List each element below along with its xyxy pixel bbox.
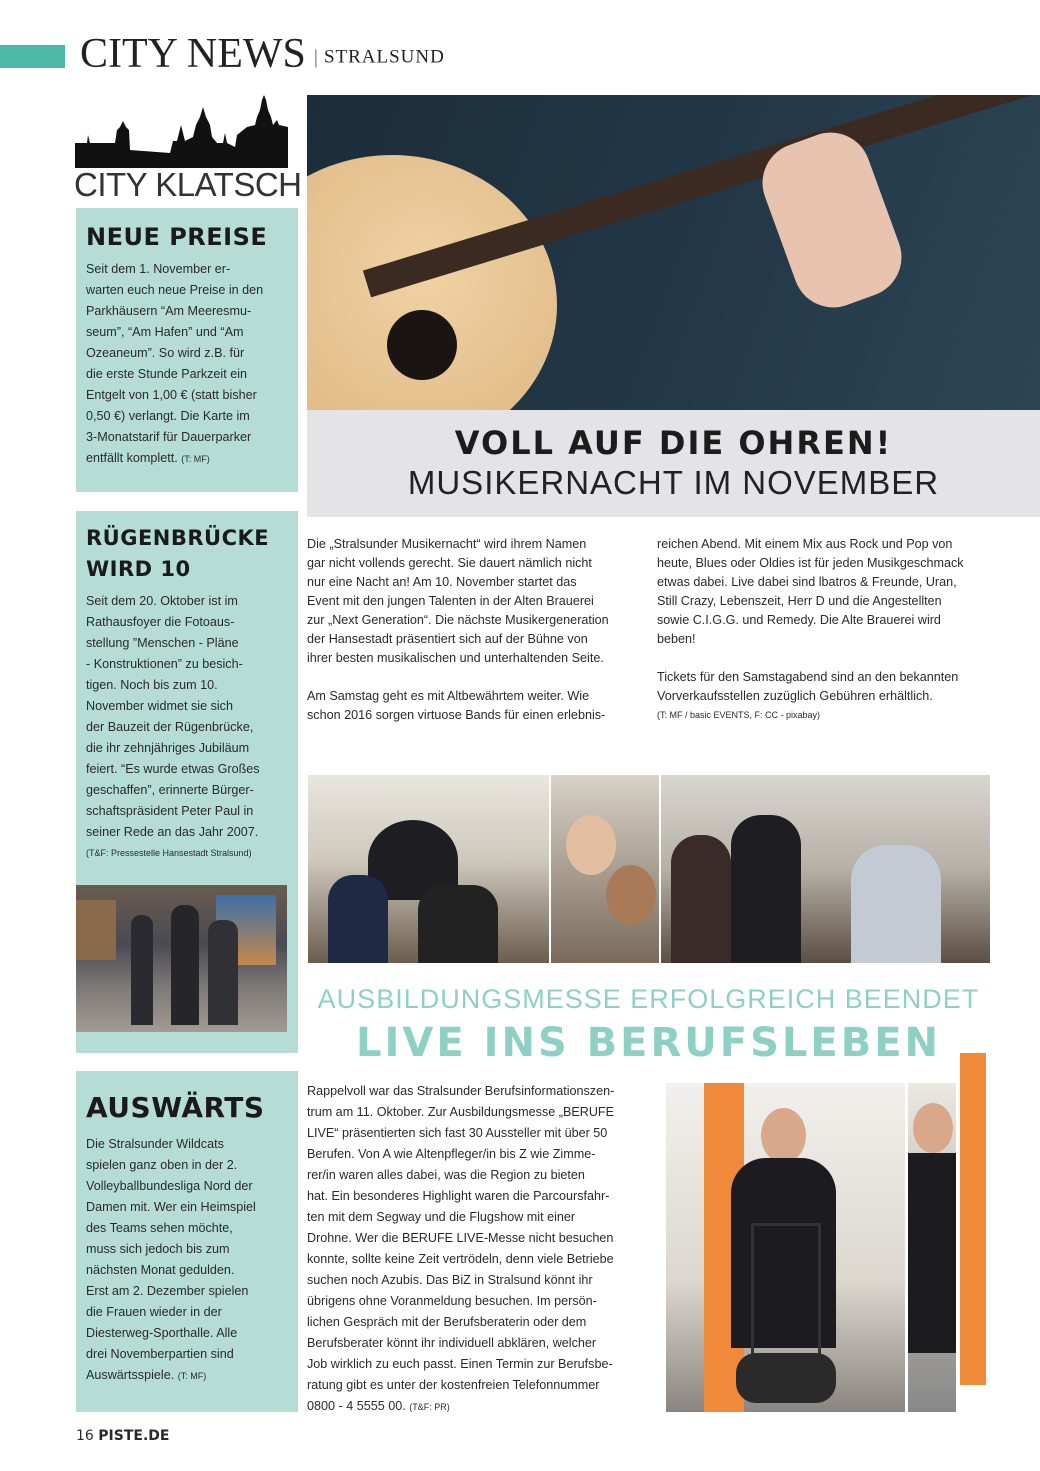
news-credit: (T: MF) — [177, 1371, 207, 1381]
header-separator: | — [313, 45, 318, 68]
segway-photo — [666, 1083, 905, 1412]
article2-credit: (T&F: PR) — [409, 1402, 450, 1412]
article2-kicker: AUSBILDUNGSMESSE ERFOLGREICH BEENDET — [317, 984, 980, 1014]
page-header — [80, 30, 445, 78]
article2-title: LIVE INS BERUFSLEBEN — [356, 1020, 941, 1066]
fair-visitors-photo — [661, 775, 990, 963]
header-subtitle: STRALSUND — [323, 46, 445, 68]
news-credit: (T: MF) — [181, 454, 210, 464]
article-credit: (T: MF / basic EVENTS, F: CC - pixabay) — [657, 710, 821, 720]
drone-photo — [308, 775, 549, 963]
students-photo — [551, 775, 659, 963]
article-column-1: Die „Stralsunder Musikernacht“ wird ihrem Namen gar nicht vollends gerecht. Sie dauert nämlich nicht nur eine Nacht an! Am 10. November startet das Event mit den jungen Talenten in der Alten Brauerei zur „Next Generation“. Die nächste Musikergeneration der Hansestadt präsentiert sich auf der Bühne von ihrer besten musikalischen und unterhaltenden Seite. Am Samstag geht es mit Altbewährtem weiter. Wie schon 2016 sorgen virtuose Bands für einen erlebnis- — [307, 537, 609, 722]
city-skyline-logo — [75, 95, 288, 168]
article2-text: Rappelvoll war das Stralsunder Berufsinformationszen- trum am 11. Oktober. Zur Ausbildungsmesse „BERUFE LIVE“ präsentierten sich fast 30 Aussteller mit über 50 Berufen. Von A wie Altenpfleger/in bis Z wie Zimme- rer/in waren alles dabei, was die Region zu bieten hat. Ein besonderes Highlight waren die Parcoursfahr- ten mit dem Segway und die Flugshow mit einer Drohne. Wer die BERUFE LIVE-Messe nicht besuchen konnte, sollte keine Zeit vertrödeln, denn viele Betriebe suchen noch Azubis. Das BiZ in Stralsund könnt ihr übrigens ohne Voranmeldung besuchen. Im persön- lichen Gespräch mit der Berufsberaterin oder dem Berufsberater könnt ihr individuell abklären, welcher Job wirklich zu euch passt. Einen Termin zur Berufsbe- ratung gibt es unter der kostenfreien Telefonnummer 0800 - 4 5555 00. — [307, 1084, 615, 1413]
segway-photo-2 — [908, 1083, 956, 1412]
header-accent-bar — [0, 45, 65, 68]
news-text: Seit dem 1. November er- warten euch neue Preise in den Parkhäusern “Am Meeresmu- seum”, “Am Hafen” und “Am Ozeaneum”. So wird z.B. für die erste Stunde Parkzeit ein Entgelt von 1,00 € (statt bisher 0,50 €) verlangt. Die Karte im 3-Monatstarif für Dauerparker entfällt komplett. — [86, 262, 264, 465]
orange-accent-strip — [960, 1053, 986, 1385]
news-heading: AUSWÄRTS — [86, 1091, 265, 1124]
news-text: Seit dem 20. Oktober ist im Rathausfoyer die Fotoaus- stellung ”Menschen - Pläne - Konstruktionen” zu besich- tigen. Noch bis zum 10. November widmet sie sich der Bauzeit der Rügenbrücke, die ihr zehnjähriges Jubiläum feiert. “Es wurde etwas Großes geschaffen”, erinnerte Bürger- schaftspräsident Peter Paul in seiner Rede an das Jahr 2007. — [86, 594, 260, 839]
article2-body — [307, 1081, 657, 1418]
news-box-neue-preise — [76, 208, 298, 492]
news-heading: NEUE PREISE — [86, 223, 268, 251]
article-subtitle: MUSIKERNACHT IM NOVEMBER — [407, 464, 940, 501]
brand-name: PISTE.DE — [98, 1428, 170, 1444]
article-column-2 — [657, 535, 1027, 724]
city-klatsch-label: CITY KLATSCH — [74, 166, 302, 203]
news-box-auswaerts — [76, 1071, 298, 1412]
news-credit: (T&F: Pressestelle Hansestadt Stralsund) — [86, 848, 252, 858]
page-number: 16 — [76, 1428, 94, 1444]
page-footer — [76, 1428, 169, 1444]
exhibition-photo — [76, 885, 287, 1032]
header-title: CITY NEWS — [80, 31, 306, 77]
article-title-band — [307, 410, 1040, 517]
guitar-photo — [307, 95, 1040, 410]
article-text: reichen Abend. Mit einem Mix aus Rock und Pop von heute, Blues oder Oldies ist für jeden Musikgeschmack etwas dabei. Live dabei sind lbatros & Freunde, Uran, Still Crazy, Lebenszeit, Herr D und die Angestellten sowie C.I.G.G. und Remedy. Die Alte Brauerei wird beben! Tickets für den Samstagabend sind an den bekannten Vorverkaufsstellen zuzüglich Gebühren erhältlich. — [657, 537, 964, 703]
news-text: Die Stralsunder Wildcats spielen ganz oben in der 2. Volleyballbundesliga Nord der Damen mit. Wer ein Heimspiel des Teams sehen möchte, muss sich jedoch bis zum nächsten Monat gedulden. Erst am 2. Dezember spielen die Frauen wieder in der Diesterweg-Sporthalle. Alle drei Novemberpartien sind Auswärtsspiele. — [86, 1137, 256, 1382]
news-heading: RÜGENBRÜCKE WIRD 10 — [86, 526, 270, 581]
article-title: VOLL AUF DIE OHREN! — [454, 424, 893, 462]
